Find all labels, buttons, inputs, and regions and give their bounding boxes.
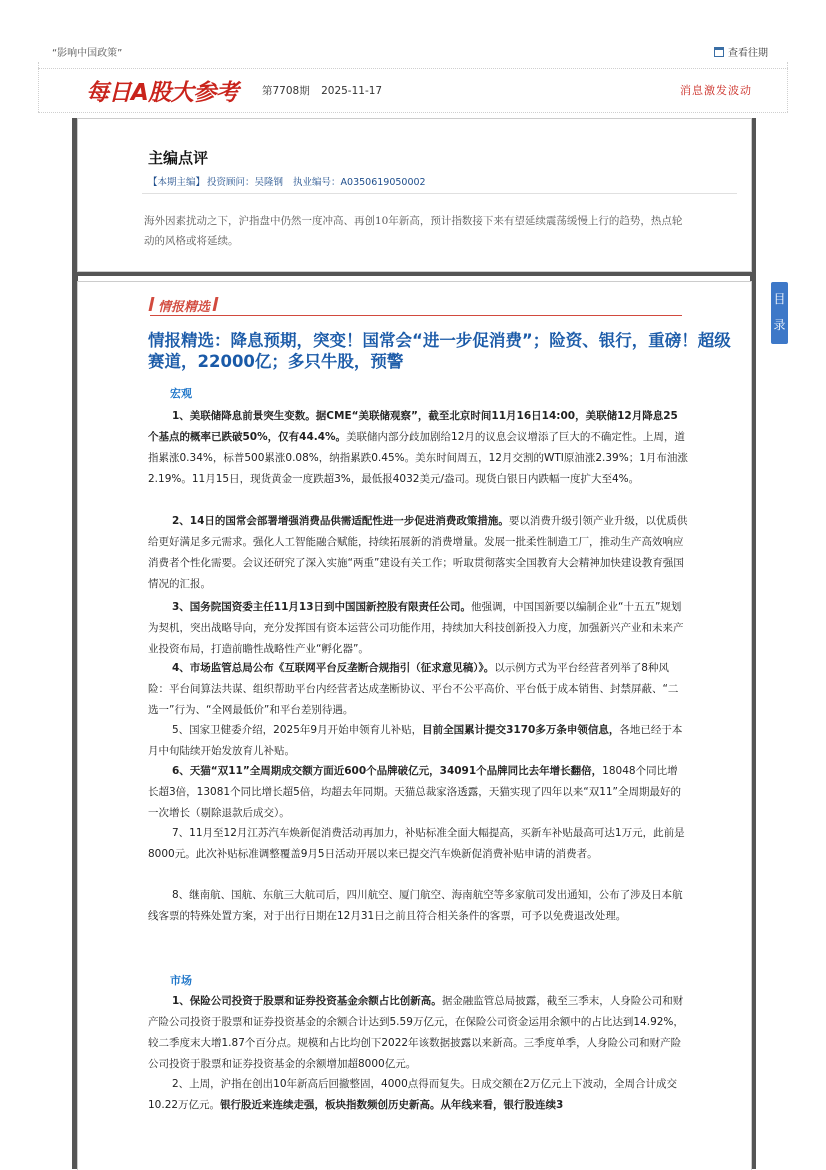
advisor: 投资顾问：吴隆钢 — [207, 177, 284, 188]
toc-label: 目 — [773, 292, 786, 306]
divider — [38, 62, 39, 112]
tag-label: 情报精选 — [158, 300, 211, 315]
news-item: 6、天猫“双11”全周期成交额方面近600个品牌破亿元，34091个品牌同比去年增长翻倍，18048个同比增长超3倍，13081个同比增长超5倍，均超去年同期。天猫总裁家洛透露，天猫实现了四年以来“双11”全周期最好的一次增长（剔除退款后成交）。 — [148, 765, 682, 819]
news-item: 2、14日的国常会部署增强消费品供需适配性进一步促进消费政策措施。要以消费升级引领产业升级，以优质供给更好满足多元需求。强化人工智能融合赋能，持续拓展新的消费增量。发展一批柔性制造工厂，推动生产高效响应消费者个性化需要。会议还研究了深入实施“两重”建设有关工作；听取贯彻落实全国教育大会精神加快建设教育强国情况的汇报。 — [148, 515, 688, 590]
section-tag — [150, 294, 682, 316]
divider — [787, 62, 788, 112]
news-item: 5、国家卫健委介绍，2025年9月开始申领育儿补贴，目前全国累计提交3170多万条申领信息，各地已经于本月中旬陆续开始发放育儿补贴。 — [148, 724, 683, 757]
section-title-market: 市场 — [170, 974, 192, 987]
divider — [142, 193, 737, 194]
logo: 每日A股大参考 — [86, 80, 239, 106]
issue-info — [262, 83, 390, 98]
news-item: 1、美联储降息前景突生变数。据CME“美联储观察”，截至北京时间11月16日14:00，美联储12月降息25个基点的概率已跌破50%，仅有44.4%。美联储内部分歧加剧给12月的议息会议增添了巨大的不确定性。上周，道指累涨0.34%，标普500累涨0.08%，纳指累跌0.45%。美东时间周五，12月交割的WTI原油涨2.39%；1月布油涨2.19%。11月15日，现货黄金一度跌超3%，最低报4032美元/盎司。现货白银日内跌幅一度扩大至4%。 — [148, 410, 688, 485]
news-item: 4、市场监管总局公布《互联网平台反垄断合规指引（征求意见稿）》。以示例方式为平台经营者列举了8种风险：平台间算法共谋、组织帮助平台内经营者达成垄断协议、平台不公平高价、平台低于成本销售、封禁屏蔽、“二选一”行为、“全网最低价”和平台差别待遇。 — [148, 662, 679, 716]
issue-number: 第7708期 — [262, 85, 310, 97]
masthead — [86, 74, 766, 108]
calendar-icon — [714, 47, 724, 57]
intel-panel — [77, 281, 752, 1170]
news-item: 1、保险公司投资于股票和证券投资基金余额占比创新高。据金融监管总局披露，截至三季末，人身险公司和财产险公司投资于股票和证券投资基金的余额合计达到5.59万亿元，在保险公司资金运用余额中的占比达到14.92%，较二季度末大增1.87个百分点。规模和占比均创下2022年该数据披露以来新高。三季度单季，人身险公司和财产险公司投资于股票和证券投资基金的余额增加超8000亿元。 — [148, 995, 684, 1070]
issue-date: 2025-11-17 — [321, 85, 383, 97]
history-label: 查看往期 — [728, 48, 768, 59]
history-link[interactable] — [714, 44, 768, 59]
editor-tag: 【本期主编】 — [148, 177, 206, 188]
news-item: 3、国务院国资委主任11月13日到中国国新控股有限责任公司。他强调，中国国新要以编制企业“十五五”规划为契机，突出战略导向，充分发挥国有资本运营公司功能作用，持续加大科技创新投入力度，加强新兴产业和未来产业投资布局，打造前瞻性战略性产业“孵化器”。 — [148, 601, 684, 655]
license-number: 执业编号：A0350619050002 — [293, 177, 426, 188]
divider — [38, 112, 788, 113]
toc-button[interactable] — [771, 282, 788, 344]
editorial-panel — [77, 118, 752, 272]
editorial-meta — [148, 174, 436, 188]
tag-bar-icon — [213, 297, 219, 311]
tag-bar-icon — [149, 297, 155, 311]
toc-label: 录 — [773, 318, 786, 332]
divider — [150, 315, 682, 316]
divider — [38, 68, 788, 69]
headline: 情报精选：降息预期，突变！国常会“进一步促消费”；险资、银行，重磅！超级赛道，22000亿；多只牛股，预警 — [148, 331, 731, 371]
editorial-body: 海外因素扰动之下，沪指盘中仍然一度冲高、再创10年新高，预计指数接下来有望延续震荡缓慢上行的趋势，热点轮动的风格或将延续。 — [144, 215, 683, 247]
top-note: “影响中国政策” — [52, 48, 123, 59]
slogan: 消息激发波动 — [680, 84, 752, 97]
news-item: 8、继南航、国航、东航三大航司后，四川航空、厦门航空、海南航空等多家航司发出通知，公布了涉及日本航线客票的特殊处置方案，对于出行日期在12月31日之前且符合相关条件的客票，可予以免费退改处理。 — [148, 889, 683, 922]
section-title-macro: 宏观 — [170, 387, 192, 400]
editorial-title: 主编点评 — [148, 149, 209, 167]
news-item: 7、11月至12月江苏汽车焕新促消费活动再加力，补贴标准全面大幅提高，买新车补贴最高可达1万元，此前是8000元。此次补贴标准调整覆盖9月5日活动开展以来已提交汽车焕新促消费补贴申请的消费者。 — [148, 827, 685, 860]
news-item: 2、上周，沪指在创出10年新高后回撤整固，4000点得而复失。日成交额在2万亿元上下波动，全周合计成交10.22万亿元。银行股近来连续走强，板块指数频创历史新高。从年线来看，银行股连续3 — [148, 1078, 677, 1111]
